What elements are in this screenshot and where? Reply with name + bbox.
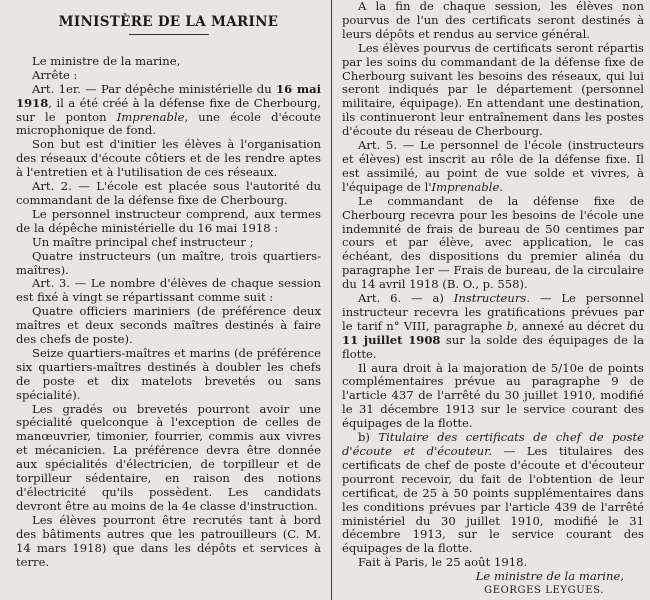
right-column — [342, 0, 644, 600]
article-5: Art. 5. — Le personnel de l'école (instructeurs et élèves) est inscrit au rôle de la défense fixe. Il est assimilé, au point de vue solde et vivres, à l'équipage de l'Imprenable. — [342, 138, 644, 194]
end-of-session: A la fin de chaque session, les élèves non pourvus de l'un des certificats seront destinés à leurs dépôts et rendus au service général. — [342, 0, 644, 41]
heading-underline — [129, 34, 209, 35]
arrete-line: Arrête : — [32, 67, 78, 82]
chief-instructor: Un maître principal chef instructeur ; — [32, 234, 254, 249]
article-2: Art. 2. — L'école est placée sous l'autorité du commandant de la défense fixe de Cherbourg. — [16, 179, 321, 207]
article-1: Art. 1er. — Par dépêche ministérielle du 16 mai 1918, il a été créé à la défense fixe de Cherbourg, sur le ponton Imprenable, une école d'écoute microphonique de fond. — [16, 81, 321, 138]
petty-officers: Quatre officiers mariniers (de préférence deux maîtres et deux seconds maîtres destinés à faire des chefs de poste). — [16, 304, 321, 347]
article-1-label: Art. 1er. — [32, 81, 81, 96]
certificate-holders: b) Titulaire des certificats de chef de poste d'écoute et d'écouteur. — Les titulaires des certificats de chef de poste d'écoute et d'écouteur pourront recevoir, du fait de l'obtention de leur certificat, de 25 à 50 points supplémentaires dans les conditions prévues par l'article 439 de l'arrêté ministériel du 30 juillet 1910, modifié le 31 décembre 1913, sur le service courant des équipages de la flotte. — [342, 430, 644, 556]
office-allowance: Le commandant de la défense fixe de Cherbourg recevra pour les besoins de l'école une indemnité de frais de bureau de 50 centimes par cours et par élève, avec application, le cas échéant, des dispositions du premier alinéa du paragraphe 1er — Frais de bureau, de la circulaire du 14 avril 1918 (B. O., p. 558). — [342, 193, 644, 292]
ranks-specialties: Les gradés ou brevetés pourront avoir une spécialité quelconque à l'exception de celles de manœuvrier, timonier, fourrier, commis aux vivres et mécanicien. La préférence devra être donnée aux spécialités d'électricien, de torpilleur et de torpilleur sédentaire, en raison des notions d'électricité qu'ils possèdent. Les candidats devront être au moins de la 4e classe d'instruction. — [16, 401, 321, 513]
article-6: Art. 6. — a) Instructeurs. — Le personnel instructeur recevra les gratifications prévues par le tarif n° VIII, paragraphe b, annexé au décret du 11 juillet 1908 sur la solde des équipages de la flotte. — [342, 291, 644, 361]
left-column — [16, 0, 321, 600]
sixteen-sailors: Seize quartiers-maîtres et marins (de préférence six quartiers-maîtres destinés à doubler les chefs de poste et dix matelots brevetés ou sans spécialité). — [16, 345, 321, 402]
signature-name: GEORGES LEYGUES. — [484, 585, 604, 597]
student-recruitment: Les élèves pourront être recrutés tant à bord des bâtiments autres que les patrouilleurs (C. M. 14 mars 1918) que dans les dépôts et services à terre. — [16, 512, 321, 569]
instructor-staff: Le personnel instructeur comprend, aux termes de la dépêche ministérielle du 16 mai 1918 : — [16, 206, 321, 235]
school-purpose: Son but est d'initier les élèves à l'organisation des réseaux d'écoute côtiers et de les rendre aptes à l'entretien et à l'utilisation de ces réseaux. — [16, 137, 321, 180]
article-3: Art. 3. — Le nombre d'élèves de chaque session est fixé à vingt se répartissant comme suit : — [16, 276, 321, 305]
minister-line: Le ministre de la marine, — [32, 53, 181, 68]
signoff-date: Fait à Paris, le 25 août 1918. — [358, 555, 528, 570]
certified-students: Les élèves pourvus de certificats seront répartis par les soins du commandant de la défense fixe de Cherbourg suivant les besoins des réseaux, qui lui seront indiqués par le département (personnel militaire, équipage). En attendant une destination, ils continueront leur entraînement dans les postes d'écoute du réseau de Cherbourg. — [342, 40, 644, 139]
signature-title: Le ministre de la marine, — [475, 569, 624, 584]
points-increase: Il aura droit à la majoration de 5/10e de points complémentaires prévue au paragraphe 9 de l'article 437 de l'arrêté du 30 juillet 1910, modifié le 31 décembre 1913 sur le service courant des équipages de la flotte. — [342, 360, 644, 431]
section-heading: MINISTÈRE DE LA MARINE — [58, 14, 279, 30]
column-divider — [331, 0, 332, 600]
four-instructors: Quatre instructeurs (un maître, trois quartiers-maîtres). — [16, 248, 321, 277]
